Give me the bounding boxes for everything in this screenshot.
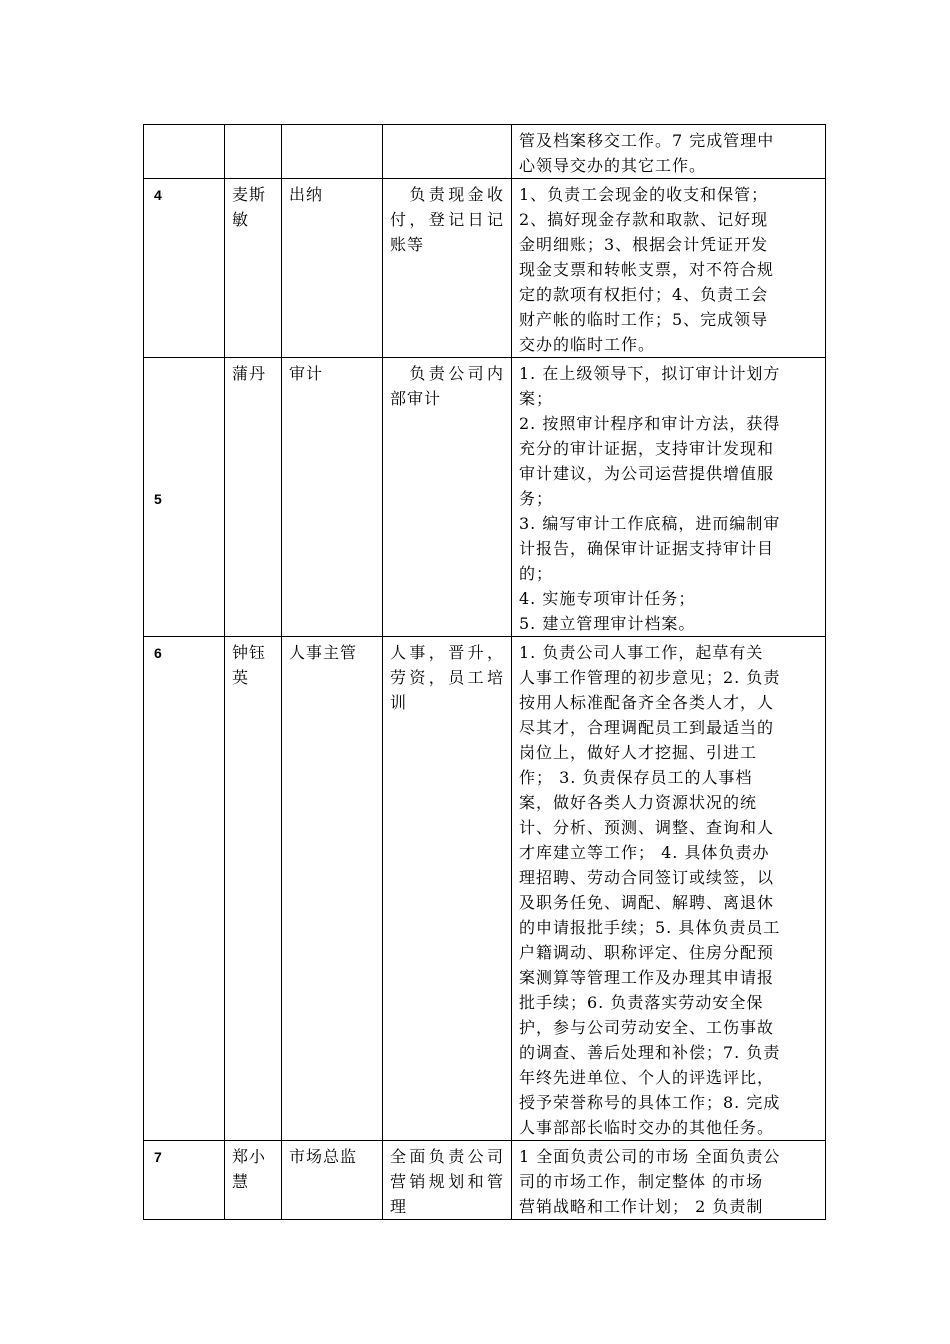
position: 出纳 — [282, 179, 383, 358]
duty-details — [512, 125, 826, 179]
table-row — [144, 179, 826, 358]
duty-line: 计报告，确保审计证据支持审计目 — [519, 539, 775, 558]
duty-line: 的调查、善后处理和补偿；7. 负责 — [519, 1043, 781, 1062]
duty-line: 4. 实施专项审计任务； — [519, 589, 696, 608]
duty-line: 3. 编写审计工作底稿，进而编制审 — [519, 514, 781, 533]
duty-line: 的； — [519, 564, 554, 583]
duty-line: 1 全面负责公司的市场 全面负责公 — [519, 1147, 781, 1166]
duty-line: 年终先进单位、个人的评选评比， — [519, 1068, 775, 1087]
row-number: 4 — [144, 179, 225, 358]
row-number — [144, 125, 225, 179]
duty-line: 计、分析、预测、调整、查询和人 — [519, 818, 775, 837]
position: 审计 — [282, 358, 383, 637]
duty-scope-cell — [383, 179, 512, 358]
duty-line: 5. 建立管理审计档案。 — [519, 614, 696, 633]
position — [282, 125, 383, 179]
duty-scope-cell — [383, 637, 512, 1141]
duty-line: 交办的临时工作。 — [519, 335, 656, 354]
duty-line: 及职务任免、调配、解聘、离退休 — [519, 893, 775, 912]
duty-line: 审计建议，为公司运营提供增值服 — [519, 464, 775, 483]
employee-name: 麦斯敏 — [232, 185, 267, 229]
duty-scope: 负责现金收付，登记日记账等 — [390, 185, 504, 254]
duty-line: 2. 按照审计程序和审计方法，获得 — [519, 414, 781, 433]
duty-line: 理招聘、劳动合同签订或续签，以 — [519, 868, 775, 887]
duty-line: 务； — [519, 489, 554, 508]
employee-name: 蒲丹 — [232, 364, 267, 383]
duty-table — [143, 124, 826, 1220]
duty-line: 岗位上，做好人才挖掘、引进工 — [519, 743, 758, 762]
duty-line: 按用人标准配备齐全各类人才，人 — [519, 693, 775, 712]
duty-line: 2、搞好现金存款和取款、记好现 — [519, 210, 769, 229]
duty-scope: 全面负责公司营销规划和管理 — [390, 1147, 504, 1216]
duty-scope-cell — [383, 1141, 512, 1220]
duty-scope: 负责公司内部审计 — [390, 364, 504, 408]
duty-line: 案测算等管理工作及办理其申请报 — [519, 968, 775, 987]
duty-line: 户籍调动、职称评定、住房分配预 — [519, 943, 775, 962]
duty-line: 1. 负责公司人事工作，起草有关 — [519, 643, 764, 662]
employee-name: 钟钰英 — [232, 643, 267, 687]
duty-line: 案，做好各类人力资源状况的统 — [519, 793, 758, 812]
duty-line: 尽其才，合理调配员工到最适当的 — [519, 718, 775, 737]
duty-scope: 人事，晋升，劳资，员工培训 — [390, 643, 504, 712]
duty-line: 护，参与公司劳动安全、工伤事故 — [519, 1018, 775, 1037]
table-row — [144, 358, 826, 637]
duty-line: 才库建立等工作； 4. 具体负责办 — [519, 843, 770, 862]
table-row — [144, 125, 826, 179]
employee-name-cell — [225, 358, 282, 637]
duty-scope-cell — [383, 358, 512, 637]
employee-name: 郑小慧 — [232, 1147, 267, 1191]
duty-line: 1. 在上级领导下，拟订审计计划方 — [519, 364, 781, 383]
duty-line: 授予荣誉称号的具体工作；8. 完成 — [519, 1093, 781, 1112]
duty-scope — [383, 125, 512, 179]
position: 市场总监 — [282, 1141, 383, 1220]
duty-line: 案； — [519, 389, 554, 408]
duty-line: 人事部部长临时交办的其他任务。 — [519, 1118, 775, 1137]
duty-line: 批手续；6. 负责落实劳动安全保 — [519, 993, 764, 1012]
duty-line: 财产帐的临时工作；5、完成领导 — [519, 310, 769, 329]
duty-details — [512, 358, 826, 637]
duty-line: 管及档案移交工作。7 完成管理中 — [519, 131, 775, 150]
employee-name-cell — [225, 179, 282, 358]
duty-line: 1、负责工会现金的收支和保管； — [519, 185, 769, 204]
duty-line: 定的款项有权拒付；4、负责工会 — [519, 285, 769, 304]
duty-line: 营销战略和工作计划； 2 负责制 — [519, 1197, 764, 1216]
duty-line: 现金支票和转帐支票，对不符合规 — [519, 260, 775, 279]
duty-line: 充分的审计证据，支持审计发现和 — [519, 439, 775, 458]
duty-line: 司的市场工作，制定整体 的市场 — [519, 1172, 764, 1191]
duty-line: 金明细账；3、根据会计凭证开发 — [519, 235, 769, 254]
employee-name-cell — [225, 1141, 282, 1220]
duty-details — [512, 1141, 826, 1220]
row-number: 5 — [144, 358, 225, 637]
duty-details — [512, 179, 826, 358]
employee-name — [225, 125, 282, 179]
duty-line: 的申请报批手续；5. 具体负责员工 — [519, 918, 781, 937]
table-row — [144, 637, 826, 1141]
duty-line: 作； 3. 负责保存员工的人事档 — [519, 768, 753, 787]
row-number: 6 — [144, 637, 225, 1141]
duty-line: 人事工作管理的初步意见；2. 负责 — [519, 668, 781, 687]
duty-details — [512, 637, 826, 1141]
duty-line: 心领导交办的其它工作。 — [519, 156, 707, 175]
position: 人事主管 — [282, 637, 383, 1141]
table-row — [144, 1141, 826, 1220]
row-number: 7 — [144, 1141, 225, 1220]
employee-name-cell — [225, 637, 282, 1141]
